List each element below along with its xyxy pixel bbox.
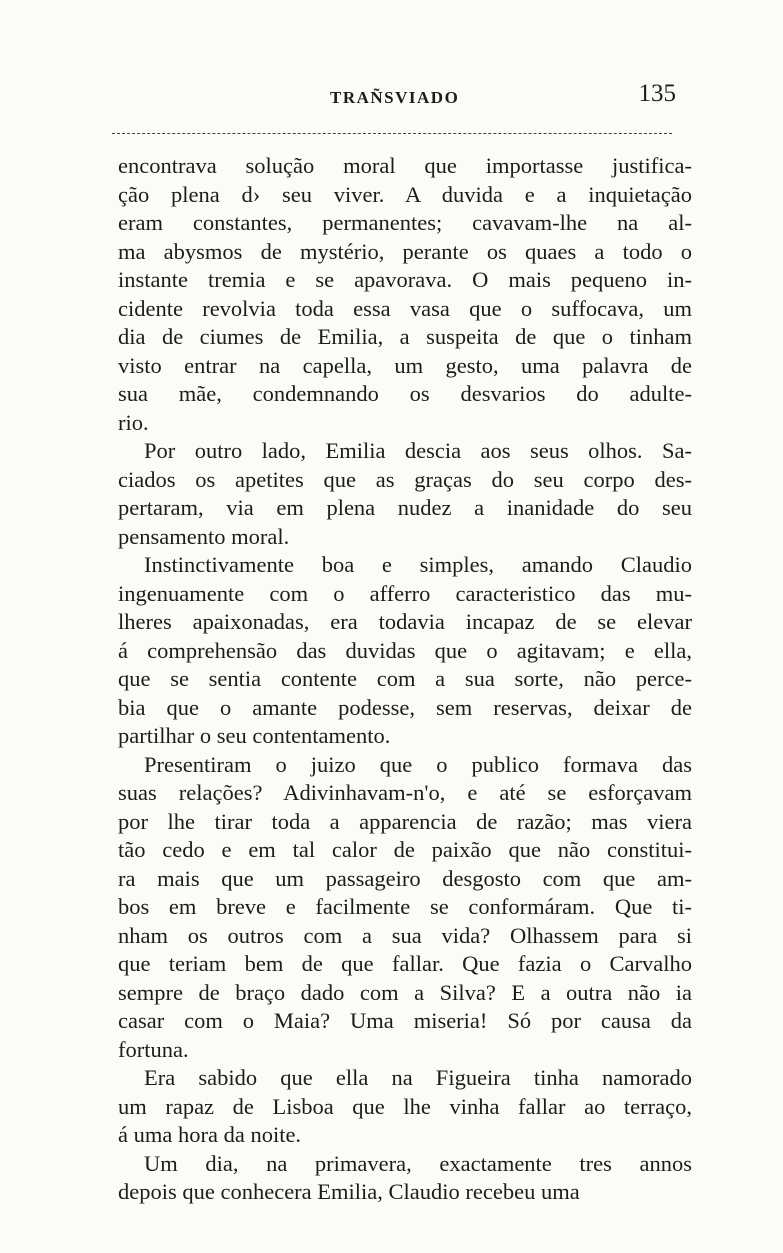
text-line: tão cedo e em tal calor de paixão que não constitui-	[118, 837, 692, 862]
paragraph	[118, 1150, 692, 1207]
running-title: TRAÑSVIADO	[330, 88, 460, 107]
header-rule	[112, 133, 672, 134]
text-line: cidente revolvia toda essa vasa que o suffocava, um	[118, 295, 692, 321]
text-line: nham os outros com a sua vida? Olhassem para si	[118, 922, 692, 948]
text-line: partilhar o seu contentamento.	[118, 723, 391, 748]
paragraph	[118, 551, 692, 751]
text-line: encontrava solução moral que importasse justifica-	[118, 153, 692, 178]
text-line: por lhe tirar toda a apparencia de razão; mas viera	[118, 808, 692, 834]
text-line: Um dia, na primavera, exactamente tres annos	[144, 1150, 692, 1176]
text-line: instante tremia e se apavorava. O mais pequeno in-	[118, 267, 692, 292]
text-line: ção plena d› seu viver. A duvida e a inquietação	[118, 181, 692, 207]
text-line: Era sabido que ella na Figueira tinha namorado	[144, 1065, 692, 1090]
text-line: suas relações? Adivinhavam-n'o, e até se esforçavam	[118, 780, 692, 805]
page-header	[118, 80, 690, 120]
text-line: casar com o Maia? Uma miseria! Só por causa da	[118, 1008, 692, 1033]
body-text	[118, 152, 692, 1207]
text-line: eram constantes, permanentes; cavavam-lhe na al-	[118, 210, 692, 235]
paragraph	[118, 437, 692, 551]
text-line: bia que o amante podesse, sem reservas, deixar de	[118, 694, 692, 720]
text-line: pensamento moral.	[118, 523, 290, 549]
text-line: Instinctivamente boa e simples, amando Claudio	[144, 552, 692, 577]
text-line: ingenuamente com o afferro caracteristico das mu-	[118, 580, 692, 606]
text-line: ra mais que um passageiro desgosto com que am-	[118, 865, 692, 891]
text-line: pertaram, via em plena nudez a inanidade do seu	[118, 495, 692, 520]
text-line: depois que conhecera Emilia, Claudio recebeu uma	[118, 1179, 580, 1204]
text-line: que se sentia contente com a sua sorte, não perce-	[118, 666, 692, 691]
text-line: um rapaz de Lisboa que lhe vinha fallar ao terraço,	[118, 1093, 692, 1119]
text-line: fortuna.	[118, 1036, 189, 1062]
text-line: á comprehensão das duvidas que o agitavam; e ella,	[118, 637, 692, 663]
paragraph	[118, 1064, 692, 1150]
text-line: bos em breve e facilmente se conformáram. Que ti-	[118, 894, 692, 919]
text-line: dia de ciumes de Emilia, a suspeita de que o tinham	[118, 324, 692, 349]
text-line: Presentiram o juizo que o publico formava das	[144, 751, 692, 777]
paragraph	[118, 152, 692, 437]
paragraph	[118, 751, 692, 1065]
text-line: ma abysmos de mystério, perante os quaes a todo o	[118, 238, 692, 264]
text-line: Por outro lado, Emilia descia aos seus olhos. Sa-	[144, 438, 692, 463]
text-line: rio.	[118, 409, 149, 435]
text-line: que teriam bem de que fallar. Que fazia o Carvalho	[118, 951, 692, 976]
page-number: 135	[638, 80, 676, 107]
text-line: sua mãe, condemnando os desvarios do adulte-	[118, 381, 692, 406]
text-line: visto entrar na capella, um gesto, uma palavra de	[118, 352, 692, 378]
text-line: sempre de braço dado com a Silva? E a outra não ia	[118, 979, 692, 1005]
text-line: ciados os apetites que as graças do seu corpo des-	[118, 466, 692, 492]
text-line: á uma hora da noite.	[118, 1122, 302, 1147]
text-line: lheres apaixonadas, era todavia incapaz de se elevar	[118, 609, 692, 634]
